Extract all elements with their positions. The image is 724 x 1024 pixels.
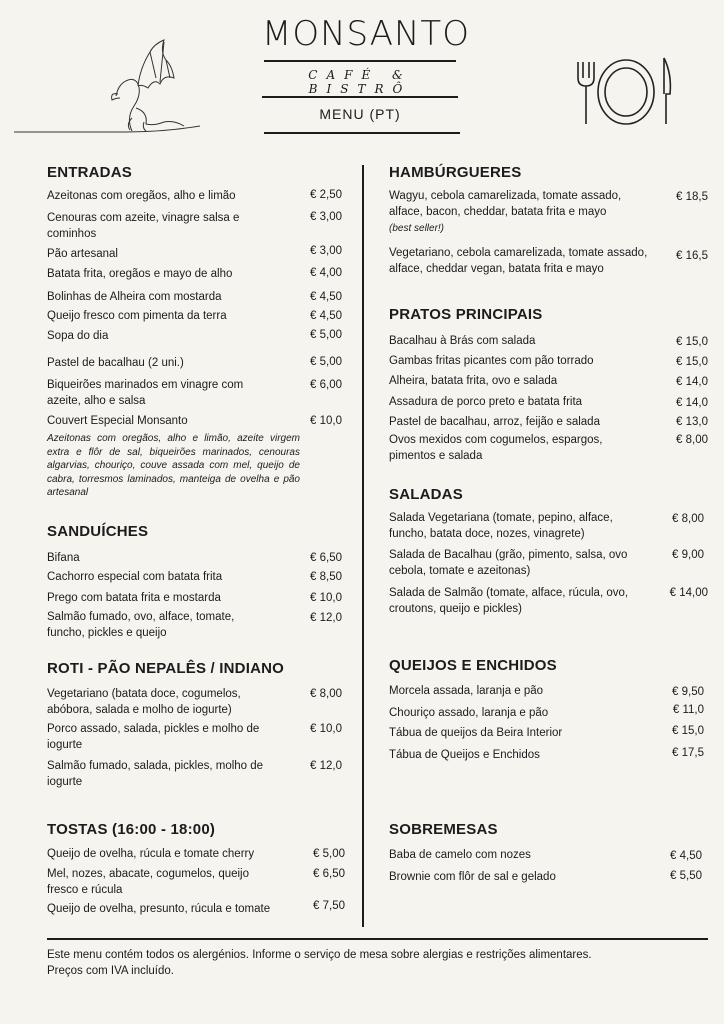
menu-item: Bolinhas de Alheira com mostarda: [47, 291, 222, 303]
menu-item: Morcela assada, laranja e pão: [389, 685, 544, 697]
section-title-sobremesas: SOBREMESAS: [389, 821, 498, 838]
menu-item: Vegetariano, cebola camarelizada, tomate assado, alface, cheddar vegan, batata frita e mayo: [389, 247, 648, 275]
menu-price: € 4,00: [310, 267, 342, 279]
menu-item: Mel, nozes, abacate, cogumelos, queijo fresco e rúcula: [47, 868, 250, 896]
menu-item: Salada de Bacalhau (grão, pimento, salsa, ovo cebola, tomate e azeitonas): [389, 549, 628, 577]
section-title-queijos: QUEIJOS E ENCHIDOS: [389, 657, 557, 674]
menu-price: € 14,0: [676, 397, 708, 409]
menu-item: Wagyu, cebola camarelizada, tomate assado, alface, bacon, cheddar, batata frita e mayo: [389, 190, 622, 218]
menu-price: € 10,0: [310, 592, 342, 604]
menu-price: € 3,00: [310, 211, 342, 223]
menu-price: € 8,00: [672, 513, 704, 525]
brand-title: MONSANTO: [262, 14, 470, 54]
menu-item: Porco assado, salada, pickles e molho de iogurte: [47, 723, 260, 751]
menu-price: € 8,00: [676, 434, 708, 446]
menu-item: Salmão fumado, ovo, alface, tomate, funcho, pickles e queijo: [47, 611, 235, 639]
menu-price: € 17,5: [672, 747, 704, 759]
menu-item: Pastel de bacalhau, arroz, feijão e salada: [389, 416, 600, 428]
menu-price: € 11,0: [672, 704, 704, 716]
menu-item: Salada de Salmão (tomate, alface, rúcula, ovo, croutons, queijo e pickles): [389, 587, 629, 615]
section-title-roti: ROTI - PÃO NEPALÊS / INDIANO: [47, 660, 285, 677]
section-title-saladas: SALADAS: [389, 486, 463, 503]
menu-price: € 14,0: [676, 376, 708, 388]
menu-price: € 16,5: [676, 250, 708, 262]
header-rule-top: [264, 60, 456, 62]
menu-item: Queijo de ovelha, presunto, rúcula e tomate: [47, 903, 271, 915]
menu-item: Queijo fresco com pimenta da terra: [47, 310, 227, 322]
menu-item: Prego com batata frita e mostarda: [47, 592, 221, 604]
menu-item: Couvert Especial Monsanto: [47, 415, 188, 427]
menu-price: € 7,50: [313, 900, 345, 912]
menu-item: Baba de camelo com nozes: [389, 849, 531, 861]
menu-price: € 6,00: [310, 379, 342, 391]
brand-subtitle: CAFÉ & BISTRÔ: [308, 68, 412, 96]
menu-price: € 13,0: [676, 416, 708, 428]
section-title-hamburgueres: HAMBÚRGUERES: [389, 164, 522, 181]
menu-item: Pão artesanal: [47, 248, 118, 260]
menu-item: Pastel de bacalhau (2 uni.): [47, 357, 184, 369]
menu-price: € 15,0: [676, 356, 708, 368]
section-title-tostas: TOSTAS (16:00 - 18:00): [47, 821, 216, 838]
menu-item: Brownie com flôr de sal e gelado: [389, 871, 556, 883]
menu-price: € 15,0: [672, 725, 704, 737]
menu-price: € 12,0: [310, 612, 342, 624]
column-divider: [362, 165, 364, 927]
plate-cutlery-icon: [572, 54, 676, 128]
menu-price: € 5,00: [310, 356, 342, 368]
menu-price: € 18,5: [676, 191, 708, 203]
menu-item: Batata frita, oregãos e mayo de alho: [47, 268, 233, 280]
menu-item: Queijo de ovelha, rúcula e tomate cherry: [47, 848, 255, 860]
header-rule-mid: [262, 96, 458, 98]
menu-item: Chouriço assado, laranja e pão: [389, 707, 549, 719]
menu-label: MENU (PT): [319, 106, 401, 122]
menu-item: Tábua de Queijos e Enchidos: [389, 749, 540, 761]
menu-item: Bifana: [47, 552, 80, 564]
menu-price: € 8,50: [310, 571, 342, 583]
menu-price: € 9,50: [672, 686, 704, 698]
menu-item: Assadura de porco preto e batata frita: [389, 396, 583, 408]
menu-price: € 4,50: [670, 850, 702, 862]
menu-item: Alheira, batata frita, ovo e salada: [389, 375, 558, 387]
best-seller-note: (best seller!): [389, 223, 445, 234]
footer-allergens-note: Este menu contém todos os alergénios. Informe o serviço de mesa sobre alergias e restrições alimentares.: [47, 949, 592, 961]
menu-price: € 10,0: [310, 723, 342, 735]
menu-price: € 5,50: [670, 870, 702, 882]
menu-item: Cachorro especial com batata frita: [47, 571, 223, 583]
menu-item: Gambas fritas picantes com pão torrado: [389, 355, 594, 367]
menu-price: € 8,00: [310, 688, 342, 700]
menu-item: Vegetariano (batata doce, cogumelos, abóbora, salada e molho de iogurte): [47, 688, 241, 716]
menu-item: Ovos mexidos com cogumelos, espargos, pimentos e salada: [389, 434, 603, 462]
menu-price: € 5,00: [310, 329, 342, 341]
dragon-illustration: [14, 38, 204, 138]
menu-price: € 14,00: [669, 587, 708, 599]
menu-price: € 4,50: [310, 291, 342, 303]
menu-item: Azeitonas com oregãos, alho e limão: [47, 190, 236, 202]
menu-item: Tábua de queijos da Beira Interior: [389, 727, 563, 739]
menu-price: € 10,0: [310, 415, 342, 427]
menu-item: Sopa do dia: [47, 330, 109, 342]
menu-price: € 3,00: [310, 245, 342, 257]
menu-item: Bacalhau à Brás com salada: [389, 335, 536, 347]
menu-price: € 6,50: [313, 868, 345, 880]
footer-vat-note: Preços com IVA incluído.: [47, 965, 174, 977]
menu-price: € 9,00: [672, 549, 704, 561]
couvert-description: Azeitonas com oregãos, alho e limão, azeite virgem extra e flôr de sal, biqueirões marinados, cenouras algarvias, chouriço, couve assada com mel, queijo de cabra, torresmos laminados, manteiga de ovelha e pão artesanal: [47, 433, 300, 498]
menu-price: € 4,50: [310, 310, 342, 322]
section-title-pratos: PRATOS PRINCIPAIS: [389, 306, 543, 323]
section-title-entradas: ENTRADAS: [47, 164, 132, 181]
menu-item: Salada Vegetariana (tomate, pepino, alface, funcho, batata doce, nozes, vinagrete): [389, 512, 613, 540]
section-title-sanduiches: SANDUÍCHES: [47, 523, 149, 540]
menu-item: Cenouras com azeite, vinagre salsa e cominhos: [47, 212, 240, 240]
header-rule-bottom: [264, 132, 460, 134]
menu-price: € 15,0: [676, 336, 708, 348]
menu-item: Biqueirões marinados em vinagre com azeite, alho e salsa: [47, 379, 244, 407]
menu-price: € 2,50: [310, 189, 342, 201]
menu-price: € 5,00: [313, 848, 345, 860]
menu-price: € 6,50: [310, 552, 342, 564]
footer-divider: [47, 938, 708, 940]
menu-price: € 12,0: [310, 760, 342, 772]
menu-item: Salmão fumado, salada, pickles, molho de iogurte: [47, 760, 264, 788]
